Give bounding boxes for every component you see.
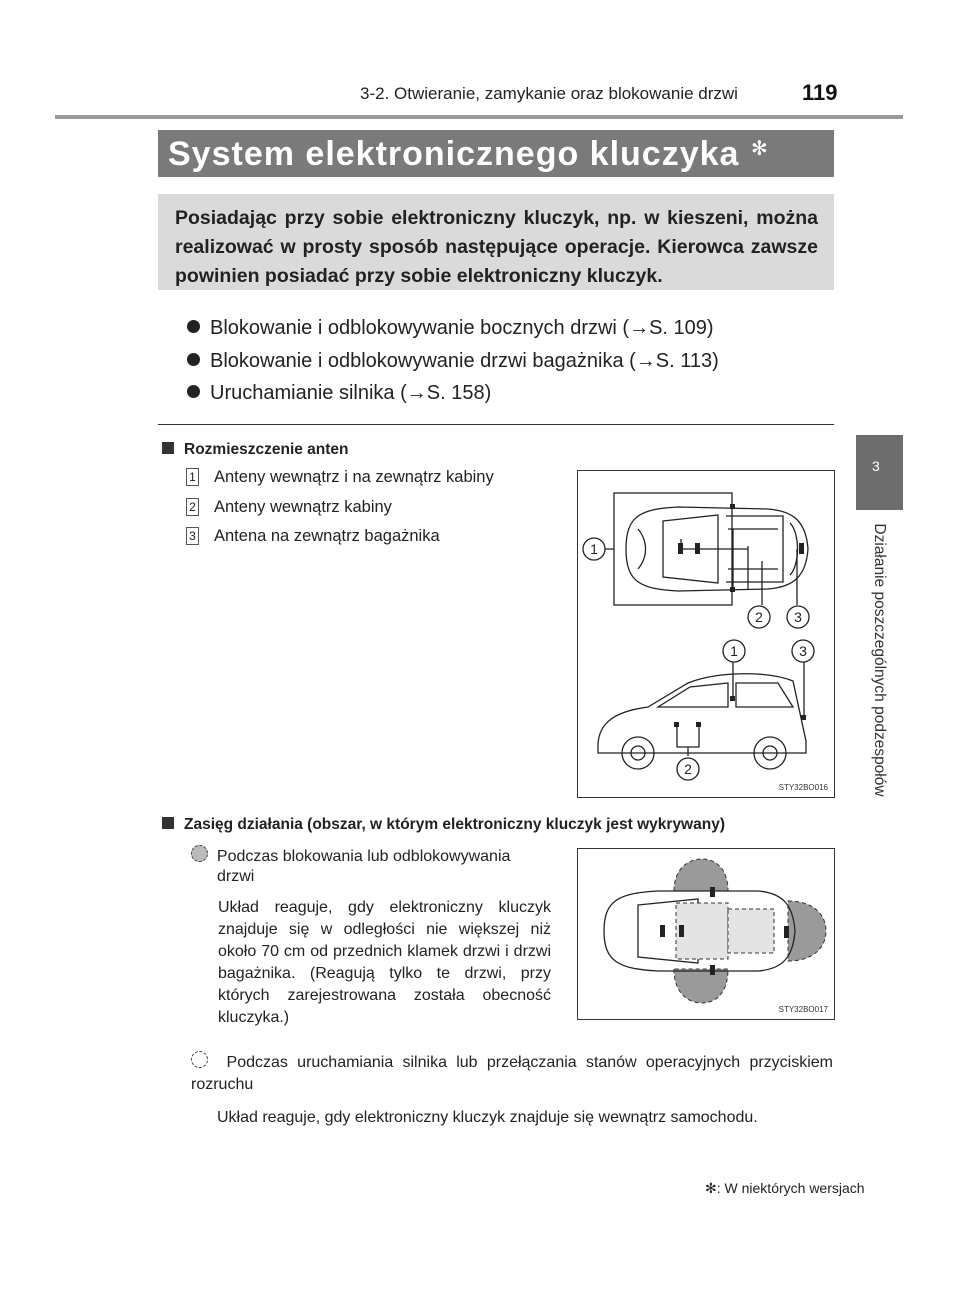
bullet-dot-icon (187, 353, 200, 366)
figure-code: STY32BO017 (778, 1005, 828, 1014)
asterisk-icon: ✻ (705, 1180, 717, 1196)
page-title: System elektronicznego kluczyka (168, 135, 740, 173)
square-bullet-icon (162, 442, 174, 454)
callout-2: 2 (684, 761, 692, 777)
range-heading: Zasięg działania (obszar, w którym elektroniczny kluczyk jest wykrywany) (162, 816, 725, 834)
section-divider (158, 424, 834, 425)
callout-2: 2 (755, 609, 763, 625)
page-reference-link[interactable]: →S. 113) (635, 350, 719, 372)
figure-code: STY32BO016 (778, 783, 828, 792)
antenna-heading: Rozmieszczenie anten (162, 441, 349, 459)
bullet-item: Uruchamianie silnika (→S. 158) (187, 382, 491, 405)
bullet-item: Blokowanie i odblokowywanie bocznych drzwi (→S. 109) (187, 317, 714, 340)
footnote: ✻: W niektórych wersjach (705, 1180, 865, 1196)
callout-1: 1 (730, 643, 738, 659)
callout-3: 3 (794, 609, 802, 625)
detection-range-figure (577, 848, 835, 1020)
range-doors-text: Układ reaguje, gdy elektroniczny kluczyk znajduje się w odległości nie większej niż około 70 cm od przednich klamek drzwi i drzwi bagażnika. (Reagują tylko te drzwi, przy których zarejestrowana została obecność kluczyka.) (218, 899, 551, 1026)
page-number: 119 (802, 80, 838, 105)
detection-zone-icon (191, 845, 208, 862)
antenna-location-figure (577, 470, 835, 798)
detection-zone-illustration (578, 849, 834, 1019)
antenna-item: 3 Antena na zewnątrz bagażnika (186, 527, 440, 546)
cabin-zone-icon (191, 1051, 208, 1068)
callout-3: 3 (799, 643, 807, 659)
range-doors-label: Podczas blokowania lub odblokowywania (191, 845, 510, 868)
car-antenna-illustration (578, 471, 834, 797)
bullet-dot-icon (187, 385, 200, 398)
chapter-number: 3 (872, 458, 880, 474)
range-engine-text: Układ reaguje, gdy elektroniczny kluczyk znajduje się wewnątrz samochodu. (217, 1109, 758, 1126)
page-reference-link[interactable]: →S. 158) (406, 382, 492, 404)
page-reference-link[interactable]: →S. 109) (629, 317, 714, 339)
range-engine-label: Podczas uruchamiania silnika lub przełączania stanów operacyjnych przyciskiem rozruchu (191, 1051, 833, 1096)
header-rule (55, 115, 903, 119)
bullet-dot-icon (187, 320, 200, 333)
antenna-item: 2 Anteny wewnątrz kabiny (186, 498, 392, 517)
square-bullet-icon (162, 817, 174, 829)
chapter-label: Działanie poszczególnych podzespołów (871, 523, 888, 797)
title-asterisk-icon: ✻ (751, 138, 768, 160)
range-doors-label-cont: drzwi (217, 868, 255, 885)
running-header-section: 3-2. Otwieranie, zamykanie oraz blokowanie drzwi (360, 84, 738, 103)
intro-text: Posiadając przy sobie elektroniczny kluczyk, np. w kieszeni, można realizować w prosty sposób następujące operacje. Kierowca zawsze powinien posiadać przy sobie elektroniczny kluczyk. (175, 207, 818, 287)
callout-1: 1 (590, 541, 598, 557)
antenna-item: 1 Anteny wewnątrz i na zewnątrz kabiny (186, 468, 494, 487)
bullet-item: Blokowanie i odblokowywanie drzwi bagażnika (→S. 113) (187, 350, 719, 373)
